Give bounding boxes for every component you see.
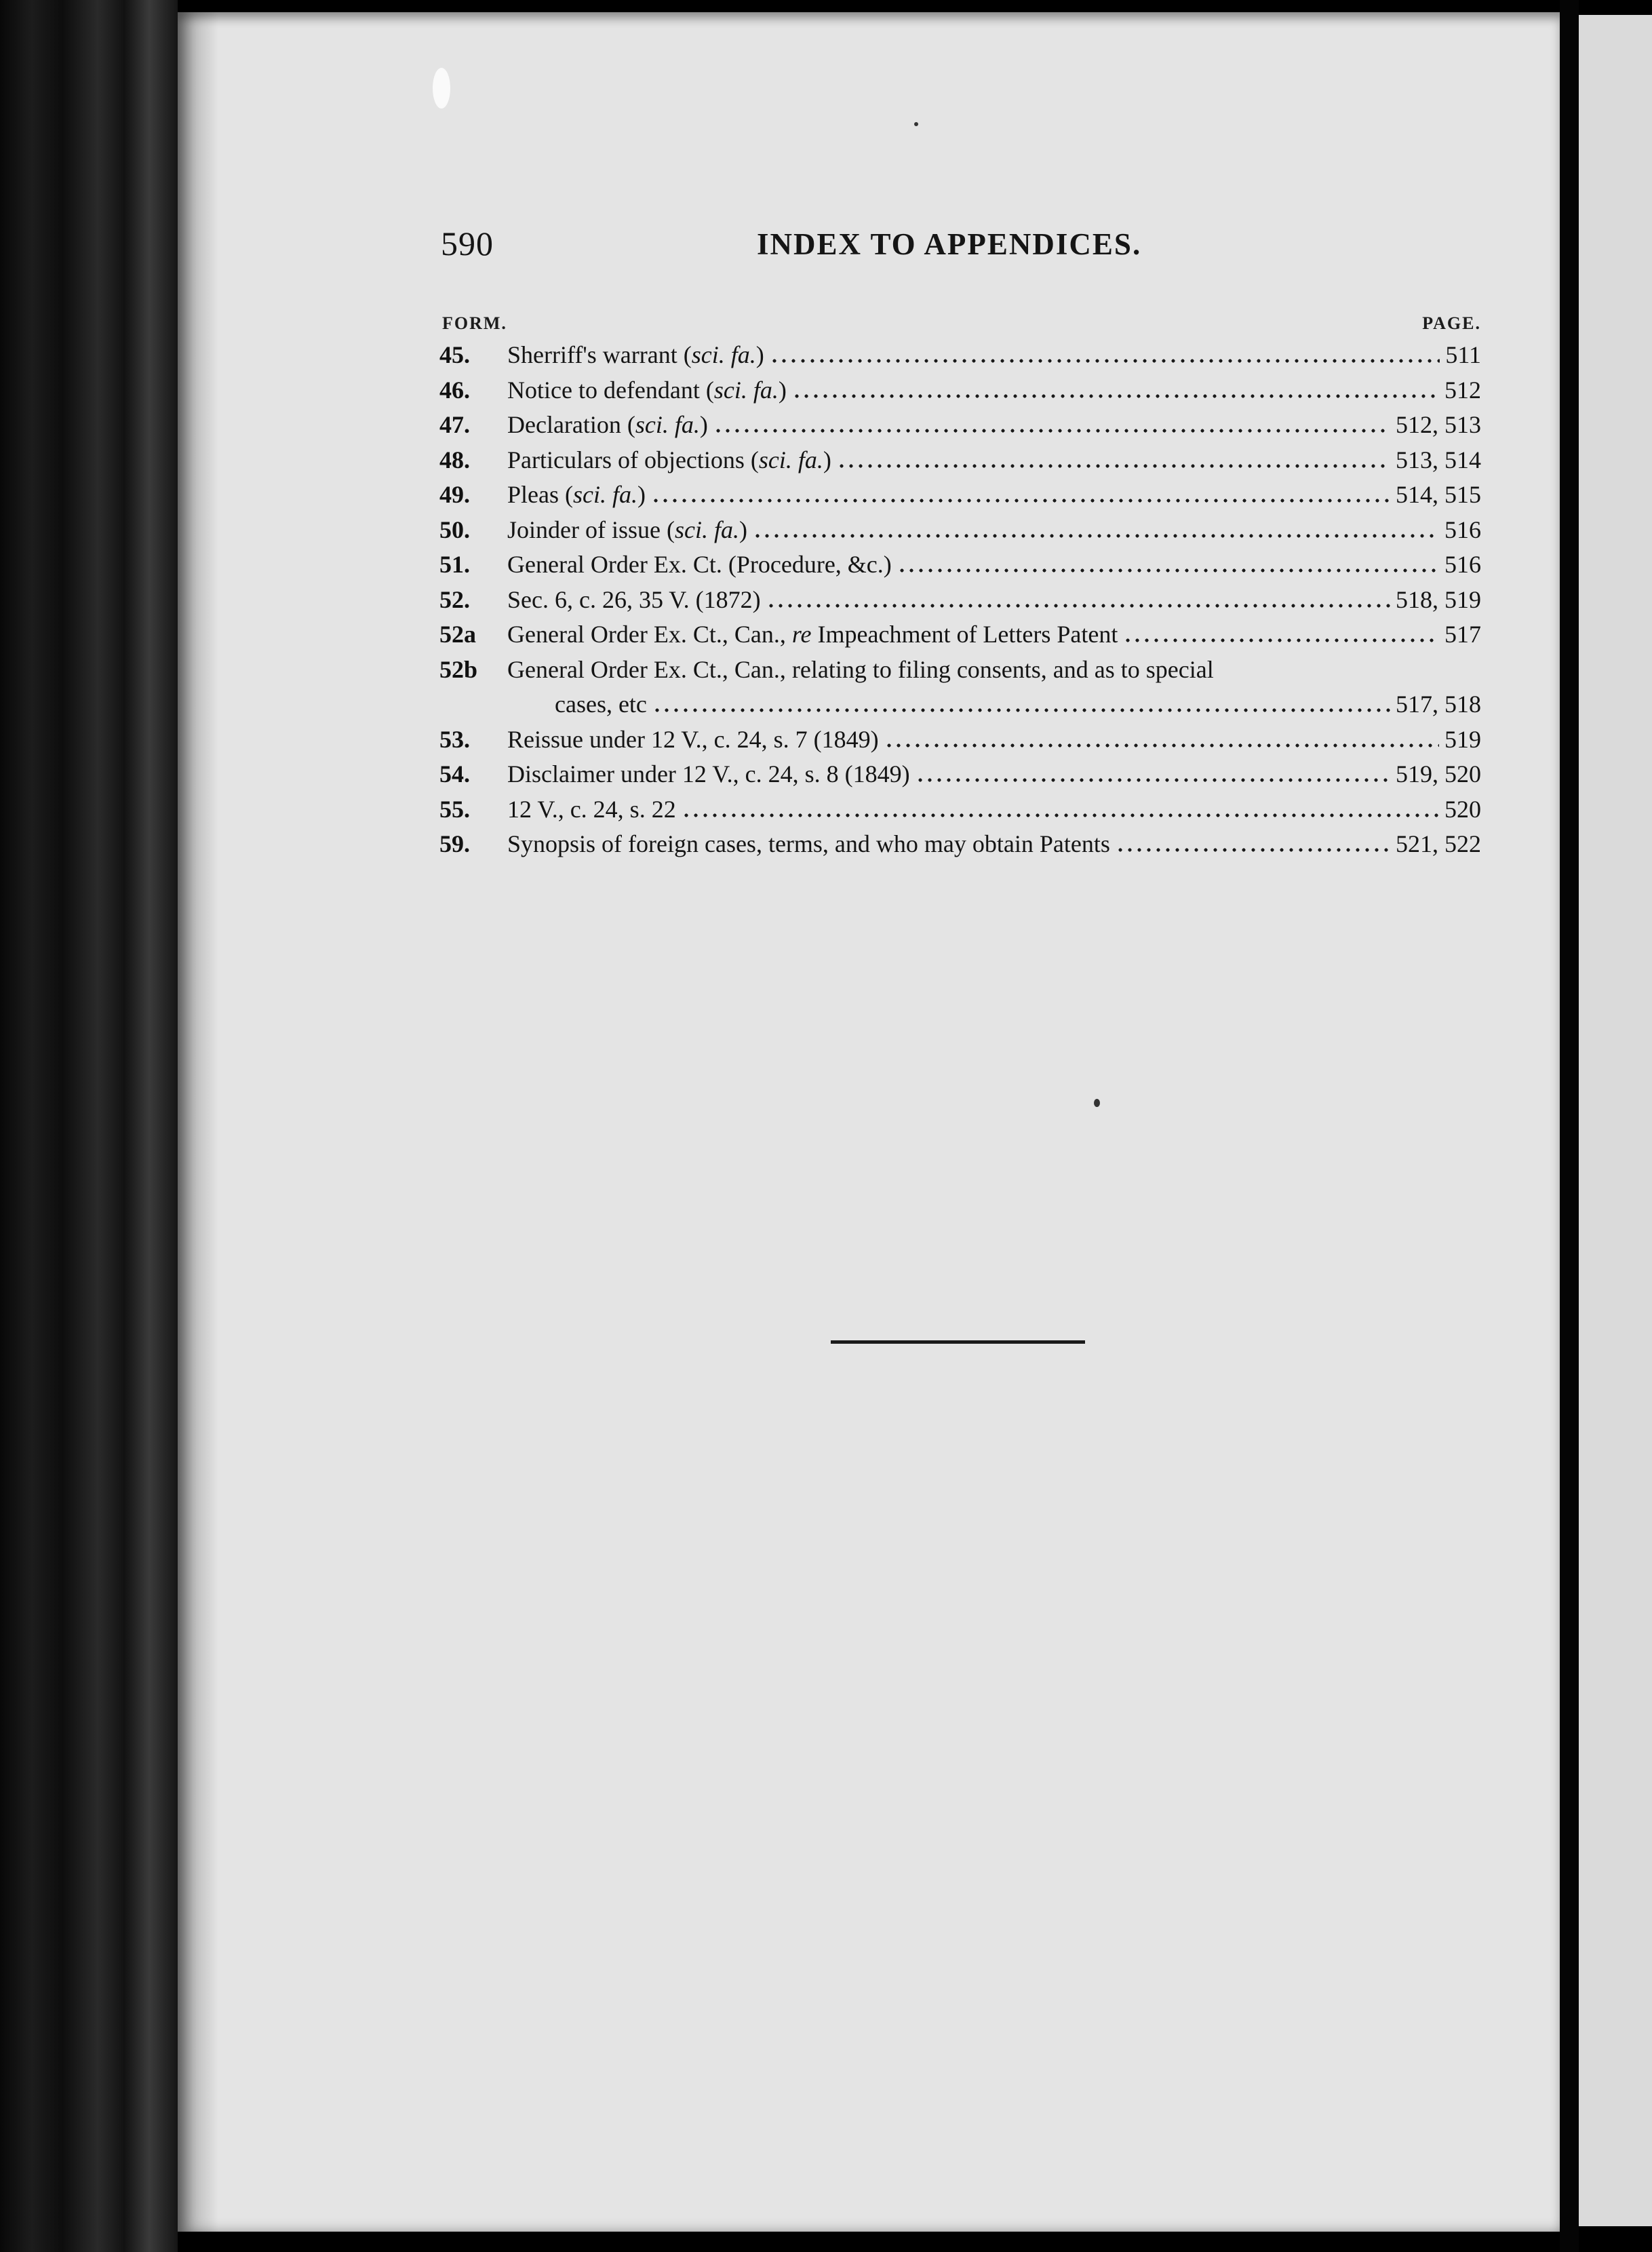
- dot-leader: [916, 776, 1390, 784]
- form-number: 52.: [439, 585, 470, 613]
- dot-leader: [1123, 636, 1439, 644]
- form-number: 55.: [439, 795, 470, 823]
- index-entry: [439, 616, 1481, 651]
- dot-leader: [792, 392, 1439, 400]
- page-reference: 517, 518: [1396, 690, 1481, 718]
- dot-leader: [713, 427, 1390, 435]
- page-reference: 517: [1444, 621, 1481, 648]
- dot-leader: [682, 811, 1439, 819]
- dot-leader: [897, 566, 1439, 575]
- entry-title: General Order Ex. Ct., Can., re Impeachment of Letters Patent: [507, 621, 1118, 648]
- dot-leader: [753, 532, 1439, 540]
- page-reference: 521, 522: [1396, 830, 1481, 857]
- entry-title: Sherriff's warrant (sci. fa.): [507, 341, 764, 368]
- entry-title: Notice to defendant (sci. fa.): [507, 376, 787, 404]
- form-number: 52a: [439, 621, 476, 648]
- index-entry: [439, 546, 1481, 581]
- page-gap: [1560, 0, 1579, 2252]
- dot-leader: [652, 706, 1390, 714]
- form-number: 50.: [439, 516, 470, 543]
- form-number: 46.: [439, 376, 470, 404]
- index-entry: [439, 511, 1481, 547]
- index-entry: [439, 721, 1481, 756]
- form-number: 47.: [439, 411, 470, 438]
- entry-title: Disclaimer under 12 V., c. 24, s. 8 (1849): [507, 760, 910, 788]
- page-reference: 512: [1444, 376, 1481, 404]
- book-spine-edge: [0, 0, 178, 2252]
- page-reference: 520: [1444, 795, 1481, 823]
- running-title: INDEX TO APPENDICES.: [757, 227, 1142, 261]
- page-reference: 516: [1444, 551, 1481, 578]
- closing-rule: [831, 1340, 1085, 1344]
- form-number: 53.: [439, 725, 470, 753]
- form-number: 48.: [439, 446, 470, 473]
- index-entry: [439, 791, 1481, 826]
- page-reference: 513, 514: [1396, 446, 1481, 473]
- index-entries: [439, 336, 1481, 861]
- entry-title: Sec. 6, c. 26, 35 V. (1872): [507, 585, 761, 613]
- index-entry: [439, 442, 1481, 477]
- page-reference: 511: [1445, 341, 1481, 368]
- form-number: 52b: [439, 655, 478, 683]
- dot-leader: [884, 741, 1439, 750]
- scan-speck: [1094, 1099, 1100, 1107]
- page-number: 590: [441, 225, 494, 263]
- index-entry: [439, 581, 1481, 617]
- form-number: 51.: [439, 551, 470, 578]
- page-header: [441, 224, 1485, 271]
- index-entry: [439, 406, 1481, 442]
- index-entry: [439, 336, 1481, 372]
- form-number: 54.: [439, 760, 470, 788]
- entry-title: Reissue under 12 V., c. 24, s. 7 (1849): [507, 725, 879, 753]
- facing-page-edge: [1579, 15, 1652, 2226]
- form-number: 59.: [439, 830, 470, 857]
- index-entry: [439, 476, 1481, 511]
- page-reference: 516: [1444, 516, 1481, 543]
- entry-title: Particulars of objections (sci. fa.): [507, 446, 831, 473]
- entry-title-line-2: cases, etc: [555, 690, 647, 718]
- page-reference: 519: [1444, 725, 1481, 753]
- gutter-shadow: [178, 12, 218, 2232]
- scan-speck: [433, 68, 450, 109]
- entry-title: Synopsis of foreign cases, terms, and who may obtain Patents: [507, 830, 1110, 857]
- form-number: 45.: [439, 341, 470, 368]
- form-column-heading: FORM.: [442, 313, 507, 333]
- page-reference: 514, 515: [1396, 481, 1481, 508]
- index-entry: [439, 372, 1481, 407]
- entry-title: 12 V., c. 24, s. 22: [507, 795, 676, 823]
- page-reference: 512, 513: [1396, 411, 1481, 438]
- column-headings: [442, 313, 1481, 334]
- entry-title: Joinder of issue (sci. fa.): [507, 516, 747, 543]
- page-reference: 518, 519: [1396, 585, 1481, 613]
- index-entry: [439, 756, 1481, 791]
- page-reference: 519, 520: [1396, 760, 1481, 788]
- page-column-heading: PAGE.: [1422, 313, 1481, 333]
- dot-leader: [651, 497, 1390, 505]
- entry-title: General Order Ex. Ct. (Procedure, &c.): [507, 551, 892, 578]
- dot-leader: [766, 602, 1390, 610]
- form-number: 49.: [439, 481, 470, 508]
- entry-title-line-1: General Order Ex. Ct., Can., relating to filing consents, and as to special: [507, 655, 1214, 683]
- entry-title: Declaration (sci. fa.): [507, 411, 708, 438]
- entry-title: Pleas (sci. fa.): [507, 481, 646, 508]
- dot-leader: [1116, 846, 1390, 854]
- scan-speck: [914, 122, 918, 126]
- dot-leader: [837, 462, 1390, 470]
- dot-leader: [770, 357, 1440, 365]
- index-entry: [439, 651, 1481, 721]
- index-entry: [439, 826, 1481, 861]
